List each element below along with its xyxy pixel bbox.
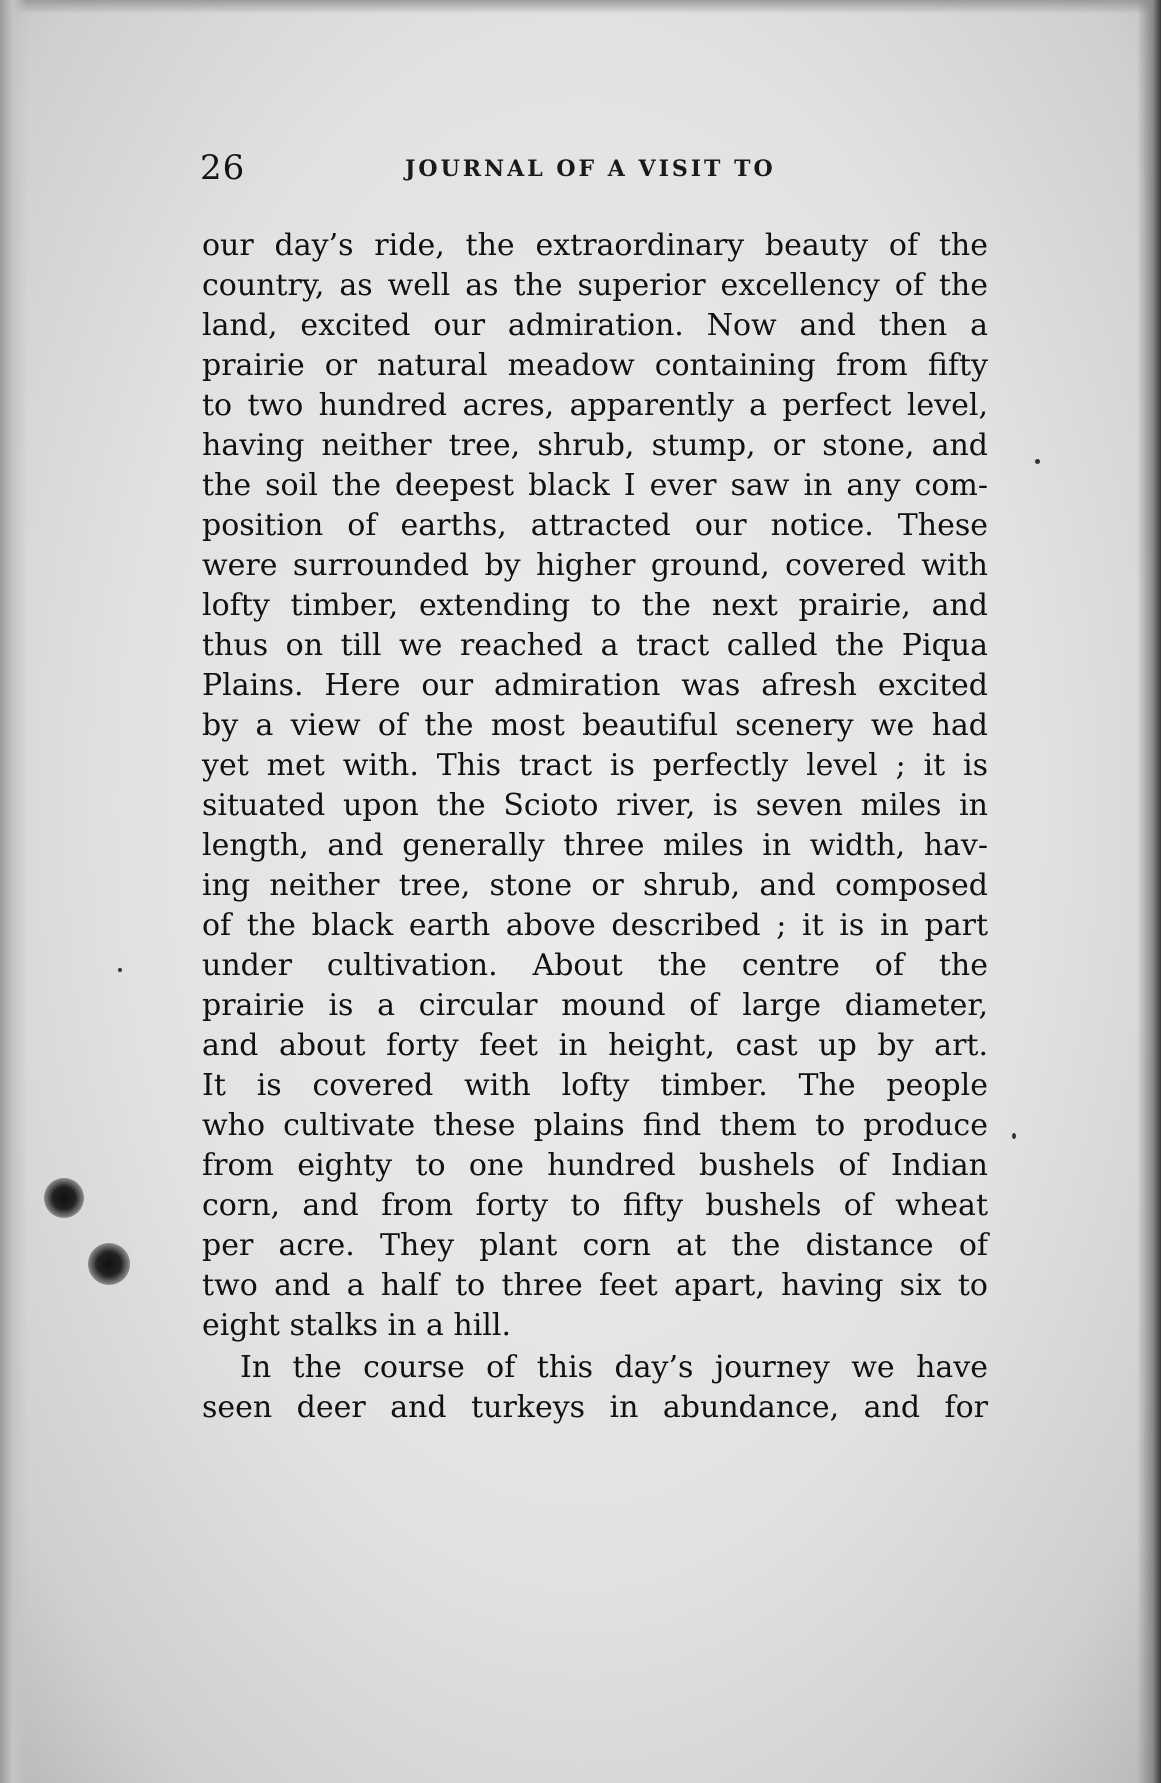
- speck: [1035, 459, 1040, 464]
- page-shadow-right: [1137, 0, 1161, 1783]
- text-line: prairie or natural meadow containing from fifty: [202, 348, 988, 383]
- text-line: under cultivation. About the centre of the: [202, 948, 988, 983]
- page-shadow-top: [0, 0, 1161, 14]
- page-body: [202, 226, 988, 1428]
- text-line: per acre. They plant corn at the distance of: [202, 1228, 988, 1263]
- page-header: [200, 148, 990, 198]
- text-line: by a view of the most beautiful scenery we had: [202, 708, 988, 743]
- page-number: 26: [200, 148, 246, 188]
- paragraph-1: [202, 226, 988, 1346]
- paragraph-2: [202, 1348, 988, 1428]
- text-line: who cultivate these plains find them to produce: [202, 1108, 988, 1143]
- text-line: In the course of this day’s journey we have: [240, 1350, 988, 1385]
- text-line: situated upon the Scioto river, is seven miles in: [202, 788, 988, 823]
- text-line: corn, and from forty to fifty bushels of wheat: [202, 1188, 988, 1223]
- text-line: our day’s ride, the extraordinary beauty of the: [202, 228, 988, 263]
- text-line: of the black earth above described ; it is in part: [202, 908, 988, 943]
- ink-blot-upper: [44, 1178, 84, 1218]
- text-line: yet met with. This tract is perfectly level ; it is: [202, 748, 988, 783]
- text-line: lofty timber, extending to the next prairie, and: [202, 588, 988, 623]
- text-line: thus on till we reached a tract called the Piqua: [202, 628, 988, 663]
- text-line: country, as well as the superior excellency of the: [202, 268, 988, 303]
- text-line: prairie is a circular mound of large diameter,: [202, 988, 988, 1023]
- text-line: two and a half to three feet apart, having six to: [202, 1268, 988, 1303]
- text-line: the soil the deepest black I ever saw in any com-: [202, 468, 988, 503]
- text-line: and about forty feet in height, cast up by art.: [202, 1028, 988, 1063]
- text-line: having neither tree, shrub, stump, or stone, and: [202, 428, 988, 463]
- text-line: Plains. Here our admiration was afresh excited: [202, 668, 988, 703]
- text-line: from eighty to one hundred bushels of Indian: [202, 1148, 988, 1183]
- text-line: seen deer and turkeys in abundance, and for: [202, 1390, 988, 1425]
- page-shadow-left: [0, 0, 28, 1783]
- text-line: It is covered with lofty timber. The people: [202, 1068, 988, 1103]
- text-line: ing neither tree, stone or shrub, and composed: [202, 868, 988, 903]
- text-line: to two hundred acres, apparently a perfect level,: [202, 388, 988, 423]
- running-title: JOURNAL OF A VISIT TO: [405, 156, 776, 182]
- ink-blot-lower: [88, 1243, 130, 1285]
- text-line: land, excited our admiration. Now and then a: [202, 308, 988, 343]
- text-line: length, and generally three miles in width, hav-: [202, 828, 988, 863]
- speck: [118, 968, 122, 972]
- text-line: position of earths, attracted our notice. These: [202, 508, 988, 543]
- text-line: were surrounded by higher ground, covered with: [202, 548, 988, 583]
- text-line: eight stalks in a hill.: [202, 1308, 512, 1343]
- speck: [1012, 1133, 1016, 1139]
